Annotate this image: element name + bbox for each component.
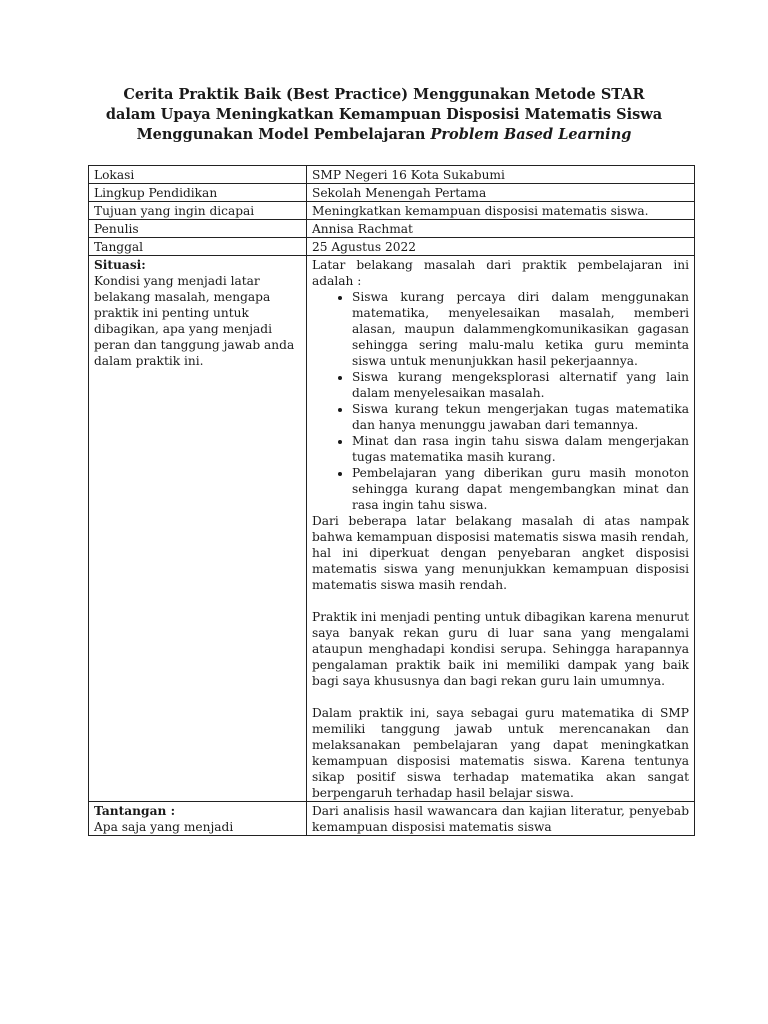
situasi-paragraph-1: Dari beberapa latar belakang masalah di atas nampak bahwa kemampuan disposisi matematis siswa masih rendah, hal ini diperkuat dengan penyebaran angket disposisi matematis siswa yang menunjukkan kemampuan disposisi matematis siswa masih rendah. (312, 514, 689, 592)
row-lingkup (89, 184, 695, 202)
label-tujuan: Tujuan yang ingin dicapai (89, 202, 307, 220)
row-tantangan (89, 802, 695, 836)
value-penulis: Annisa Rachmat (307, 220, 695, 238)
tantangan-label-cell (89, 802, 307, 836)
title-line-3 (60, 125, 708, 145)
document-title (60, 85, 708, 145)
row-tanggal (89, 238, 695, 256)
tantangan-prompt: Apa saja yang menjadi (94, 820, 234, 834)
value-lokasi: SMP Negeri 16 Kota Sukabumi (307, 166, 695, 184)
title-line-3-prefix: Menggunakan Model Pembelajaran (136, 126, 431, 143)
tantangan-content: Dari analisis hasil wawancara dan kajian literatur, penyebab kemampuan disposisi matematis siswa (307, 802, 695, 836)
value-tujuan: Meningkatkan kemampuan disposisi matematis siswa. (307, 202, 695, 220)
list-item: • Minat dan rasa ingin tahu siswa dalam mengerjakan tugas matematika masih kurang. (352, 433, 689, 465)
label-penulis: Penulis (89, 220, 307, 238)
best-practice-table (88, 165, 695, 836)
value-lingkup: Sekolah Menengah Pertama (307, 184, 695, 202)
row-penulis (89, 220, 695, 238)
situasi-label-cell (89, 256, 307, 802)
row-lokasi (89, 166, 695, 184)
situasi-prompt: Kondisi yang menjadi latar belakang masalah, mengapa praktik ini penting untuk dibagikan, apa yang menjadi peran dan tanggung jawab anda dalam praktik ini. (94, 274, 295, 368)
label-lokasi: Lokasi (89, 166, 307, 184)
situasi-bullet-list (312, 289, 689, 513)
row-situasi (89, 256, 695, 802)
situasi-content-cell (307, 256, 695, 802)
situasi-intro: Latar belakang masalah dari praktik pembelajaran ini adalah : (312, 258, 689, 288)
value-tanggal: 25 Agustus 2022 (307, 238, 695, 256)
list-item: • Pembelajaran yang diberikan guru masih monoton sehingga kurang dapat mengembangkan minat dan rasa ingin tahu siswa. (352, 465, 689, 513)
label-lingkup: Lingkup Pendidikan (89, 184, 307, 202)
title-line-2: dalam Upaya Meningkatkan Kemampuan Disposisi Matematis Siswa (105, 106, 663, 123)
label-tanggal: Tanggal (89, 238, 307, 256)
list-item: • Siswa kurang mengeksplorasi alternatif yang lain dalam menyelesaikan masalah. (352, 369, 689, 401)
title-line-1: Cerita Praktik Baik (Best Practice) Menggunakan Metode STAR (123, 86, 645, 103)
list-item: • Siswa kurang percaya diri dalam menggunakan matematika, menyelesaikan masalah, memberi alasan, maupun dalammengkomunikasikan gagasan sehingga sering malu-malu ketika guru meminta siswa untuk menunjukkan hasil pekerjaannya. (352, 289, 689, 369)
situasi-heading: Situasi: (94, 258, 146, 272)
situasi-paragraph-2: Praktik ini menjadi penting untuk dibagikan karena menurut saya banyak rekan guru di luar sana yang mengalami ataupun menghadapi kondisi serupa. Sehingga harapannya pengalaman praktik baik ini memiliki dampak yang baik bagi saya khususnya dan bagi rekan guru lain umumnya. (312, 610, 689, 688)
tantangan-heading: Tantangan : (94, 804, 176, 818)
title-line-3-italic: Problem Based Learning (430, 126, 632, 143)
row-tujuan (89, 202, 695, 220)
list-item: • Siswa kurang tekun mengerjakan tugas matematika dan hanya menunggu jawaban dari temannya. (352, 401, 689, 433)
situasi-paragraph-3: Dalam praktik ini, saya sebagai guru matematika di SMP memiliki tanggung jawab untuk merencanakan dan melaksanakan pembelajaran yang dapat meningkatkan kemampuan disposisi matematis siswa. Karena tentunya sikap positif siswa terhadap matematika akan sangat berpengaruh terhadap hasil belajar siswa. (312, 706, 689, 800)
